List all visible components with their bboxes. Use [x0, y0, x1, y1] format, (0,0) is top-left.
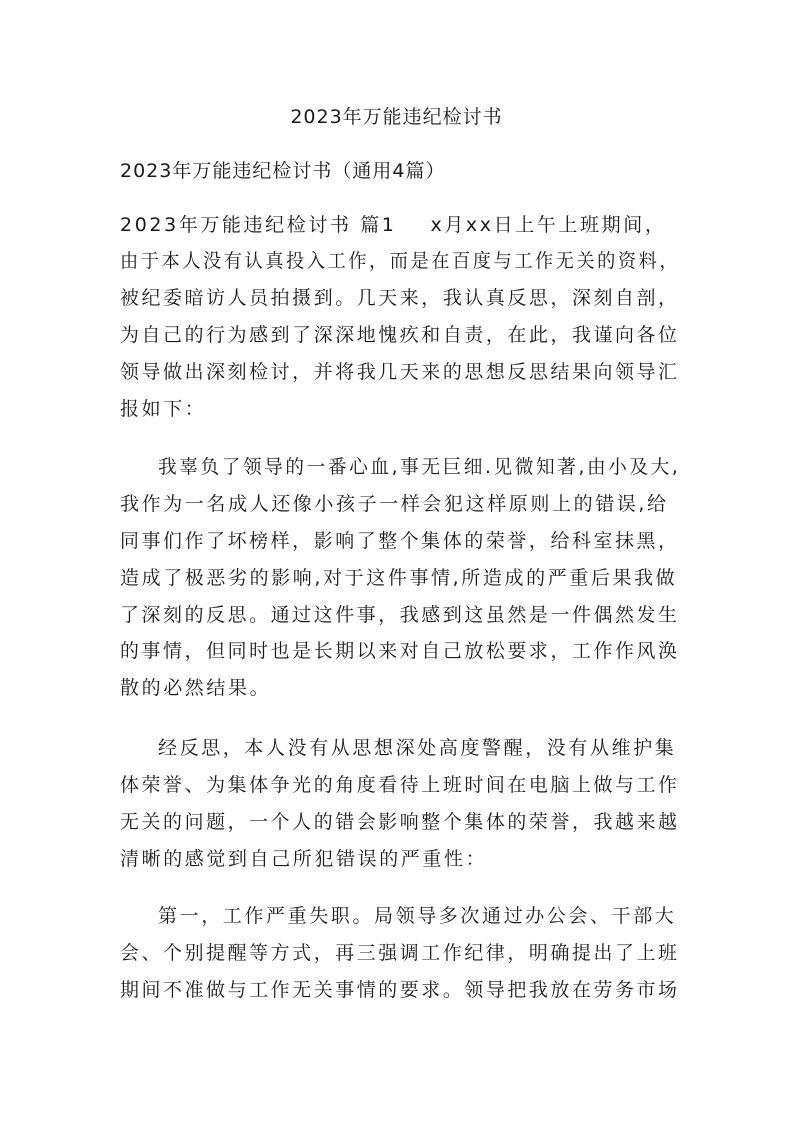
paragraph-line: 同事们作了坏榜样，影响了整个集体的荣誉，给科室抹黑， [120, 530, 680, 552]
document-title: 2023年万能违纪检讨书 [290, 106, 503, 128]
paragraph-text: x月xx日上午上班期间， [430, 214, 667, 236]
paragraph-line: 由于本人没有认真投入工作，而是在百度与工作无关的资料， [120, 250, 681, 272]
paragraph-line: 经反思，本人没有从思想深处高度警醒，没有从维护集 [158, 737, 677, 759]
paragraph-line: 为自己的行为感到了深深地愧疚和自责，在此，我谨向各位 [120, 324, 680, 346]
paragraph-line: 体荣誉、为集体争光的角度看待上班时间在电脑上做与工作 [120, 774, 680, 796]
document-subtitle: 2023年万能违纪检讨书（通用4篇） [120, 160, 446, 182]
paragraph-line: 我辜负了领导的一番心血,事无巨细.见微知著,由小及大, [158, 456, 681, 478]
paragraph-line: 领导做出深刻检讨，并将我几天来的思想反思结果向领导汇 [120, 361, 680, 383]
paragraph-line: 第一，工作严重失职。局领导多次通过办公会、干部大 [158, 905, 677, 927]
paragraph-line [120, 212, 666, 238]
paragraph-line: 会、个别提醒等方式，再三强调工作纪律，明确提出了上班 [120, 942, 680, 964]
paragraph-line: 了深刻的反思。通过这件事，我感到这虽然是一件偶然发生 [120, 604, 680, 626]
paragraph-line: 被纪委暗访人员拍摄到。几天来，我认真反思，深刻自剖， [120, 287, 680, 309]
paragraph-line: 无关的问题，一个人的错会影响整个集体的荣誉，我越来越 [120, 811, 680, 833]
paragraph-line: 散的必然结果。 [120, 677, 272, 699]
paragraph-line: 我作为一名成人还像小孩子一样会犯这样原则上的错误,给 [120, 493, 669, 515]
paragraph-line: 报如下： [120, 398, 207, 420]
paragraph-line: 造成了极恶劣的影响,对于这件事情,所造成的严重后果我做 [120, 567, 678, 589]
section-heading: 2023年万能违纪检讨书 篇1 [120, 214, 397, 236]
paragraph-line: 的事情，但同时也是长期以来对自己放松要求，工作作风涣 [120, 640, 680, 662]
paragraph-line: 期间不准做与工作无关事情的要求。领导把我放在劳务市场 [120, 979, 680, 1001]
paragraph-line: 清晰的感觉到自己所犯错误的严重性： [120, 848, 488, 870]
